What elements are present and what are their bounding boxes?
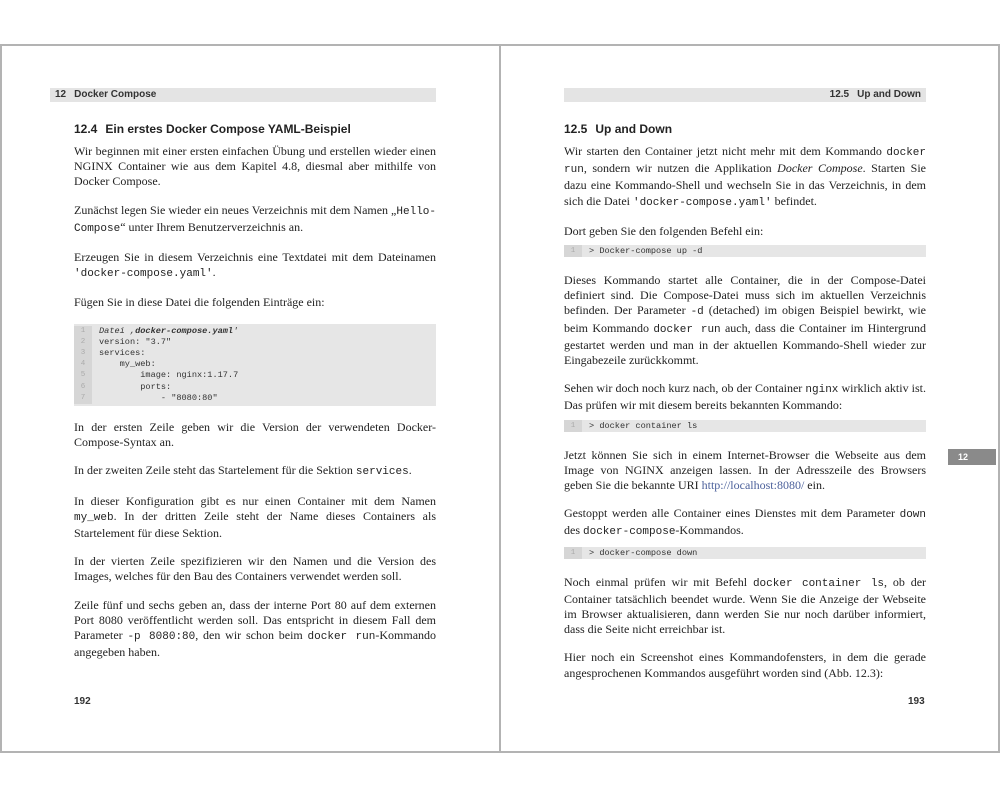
line-number: 1: [564, 420, 582, 432]
url-link[interactable]: http://localhost:8080/: [701, 478, 805, 493]
paragraph: Fügen Sie in diese Datei die folgenden Einträge ein:: [74, 295, 325, 310]
inline-code: nginx: [805, 384, 839, 397]
text: Dieses Kommando startet alle Container, die in der Compose-Datei definiert sind. Die Compose-Datei muss sich im aktuellen Verzeichnis befinden. Der Parameter: [564, 273, 926, 318]
text: .: [212, 265, 216, 280]
section-number: 12.4: [74, 122, 98, 136]
paragraph: In der ersten Zeile geben wir die Version der verwendeten Docker-Compose-Syntax an.: [74, 419, 436, 450]
code-line: [74, 359, 436, 370]
code-text: image: nginx:1.17.7: [99, 370, 239, 381]
inline-code: docker run: [653, 323, 721, 336]
paragraph: [564, 575, 926, 638]
code-line: [74, 393, 436, 404]
text: des: [564, 523, 583, 538]
paragraph: Wir beginnen mit einer ersten einfachen Übung und erstellen wieder einen NGINX Container wie aus dem Kapitel 4.8, diesmal aber mithilfe von Docker Compose.: [74, 144, 436, 189]
paragraph: [564, 448, 926, 494]
page-number-right: 193: [908, 696, 925, 707]
text: wirklich aktiv ist. Das prüfen wir mit diesem bereits bekannten Kommando:: [564, 381, 926, 413]
text: In der zweiten Zeile steht das Startelement für die Sektion: [74, 463, 356, 478]
chapter-number: 12: [55, 89, 67, 100]
paragraph: Dort geben Sie den folgenden Befehl ein:: [564, 223, 764, 238]
text: . In der dritten Zeile steht der Name dieses Containers als Startelement für diese Sektion.: [74, 508, 436, 540]
text: Zunächst legen Sie wieder ein neues Verzeichnis mit dem Namen „: [74, 202, 397, 217]
paragraph: Hier noch ein Screenshot eines Kommandofensters, in dem die gerade angesprochenen Kommandos ausgeführt worden sind (Abb. 12.3):: [564, 650, 926, 680]
line-number: 7: [74, 393, 92, 404]
code-fragment: Datei ,: [99, 325, 136, 336]
text: Gestoppt werden alle Container eines Dienstes mit dem Parameter: [564, 506, 900, 521]
paragraph: [564, 506, 926, 540]
code-line: [74, 337, 436, 348]
inline-code: Hello-Compose: [74, 205, 436, 235]
command-listing: [564, 245, 926, 257]
code-text: > docker container ls: [589, 420, 698, 431]
line-number: 6: [74, 382, 92, 393]
code-line: [74, 348, 436, 359]
code-text: [92, 326, 238, 337]
line-number: 1: [564, 547, 582, 559]
command-listing: [564, 420, 926, 432]
paragraph: [74, 250, 436, 282]
text: . Starten Sie dazu eine Kommando-Shell und wechseln Sie in das Verzeichnis, in dem sich die Datei: [564, 161, 926, 208]
section-title: Up and Down: [595, 122, 673, 136]
text: Erzeugen Sie in diesem Verzeichnis eine Textdatei mit dem Dateinamen: [74, 250, 436, 265]
text: Noch einmal prüfen wir mit Befehl: [564, 574, 753, 589]
paragraph: [564, 144, 926, 211]
left-edge: [0, 44, 2, 753]
text: Zeile fünf und sechs geben an, dass der interne Port 80 auf dem externen Port 8080 veröffentlicht werden soll. Das entspricht in diesem Fall dem Parameter: [74, 597, 436, 642]
inline-code: my_web: [74, 511, 114, 524]
line-number: 2: [74, 337, 92, 348]
paragraph: [74, 463, 436, 480]
text: -Kommandos.: [675, 523, 744, 538]
paragraph: [74, 203, 436, 237]
paragraph: [74, 598, 436, 661]
text: -Kommando angegeben haben.: [74, 627, 437, 660]
section-heading-12-5: [564, 122, 926, 136]
text: (detached) im obigen Beispiel bewirkt, wie beim Kommando: [564, 303, 926, 335]
text: , sondern wir nutzen die Applikation: [583, 161, 778, 176]
section-title: Up and Down: [857, 89, 921, 100]
code-line: [74, 370, 436, 381]
inline-code: 'docker-compose.yaml': [74, 268, 213, 281]
inline-code: -p 8080:80: [127, 630, 196, 643]
left-page: [74, 88, 436, 673]
paragraph: In der vierten Zeile spezifizieren wir den Namen und die Version des Images, welches für den Bau des Containers verwendet werden soll.: [74, 554, 436, 584]
emphasis: Docker Compose: [777, 161, 863, 176]
text: Wir starten den Container jetzt nicht mehr mit dem Kommando: [564, 144, 887, 158]
text: In dieser Konfiguration gibt es nur einen Container mit dem Namen: [74, 493, 436, 508]
text: “ unter Ihrem Benutzerverzeichnis an.: [120, 219, 304, 234]
section-number: 12.5: [564, 122, 588, 136]
paragraph: [564, 273, 926, 368]
command-listing: [564, 547, 926, 559]
text: Sehen wir doch noch kurz nach, ob der Container: [564, 381, 806, 396]
code-text: ports:: [99, 381, 172, 392]
inline-code: docker run: [564, 147, 926, 177]
chapter-thumb-tab: 12: [948, 449, 996, 465]
inline-code: -d: [690, 306, 704, 319]
line-number: 5: [74, 370, 92, 381]
section-title: Ein erstes Docker Compose YAML-Beispiel: [105, 122, 351, 136]
text: , den wir schon beim: [195, 627, 308, 642]
code-text: > docker-compose down: [589, 547, 698, 558]
code-line: [74, 326, 436, 337]
section-heading-12-4: [74, 122, 436, 136]
line-number: 1: [74, 326, 92, 337]
code-text: > Docker-compose up -d: [589, 246, 703, 257]
text: auch, dass die Container im Hintergrund gestartet werden und man in der aktuellen Kommando-Shell wieder zur Eingabezeile zurückkommt.: [564, 320, 927, 368]
code-text: - "8080:80": [99, 392, 218, 403]
right-page: [564, 88, 926, 694]
code-fragment-bold: docker-compose.yaml: [135, 325, 234, 336]
inline-code: docker-compose: [583, 526, 676, 539]
page-number-left: 192: [74, 696, 91, 707]
code-fragment: ': [233, 325, 239, 336]
code-text: version: "3.7": [99, 336, 172, 347]
text: .: [408, 463, 412, 478]
line-number: 4: [74, 359, 92, 370]
code-listing: [74, 324, 436, 406]
chapter-title: Docker Compose: [74, 89, 157, 100]
text: , ob der Container tatsächlich beendet wurde. Wenn Sie die Anzeige der Webseite im Browser aktualisieren, dann werden Sie nur noch darüber informiert, dass die Seite nicht erreichbar ist.: [564, 574, 927, 637]
code-text: my_web:: [99, 359, 156, 370]
paragraph: [564, 381, 926, 413]
code-line: [74, 382, 436, 393]
inline-code: services: [355, 466, 409, 479]
inline-code: docker run: [307, 630, 376, 643]
section-number: 12.5: [829, 89, 850, 100]
text: befindet.: [771, 193, 817, 208]
text: Jetzt können Sie sich in einem Internet-Browser die Webseite aus dem Image von NGINX anzeigen lassen. In der Adresszeile des Browsers geben Sie die bekannte URI: [564, 447, 926, 493]
code-text: services:: [99, 348, 146, 358]
inline-code: down: [899, 509, 926, 522]
line-number: 3: [74, 348, 92, 359]
paragraph: [74, 494, 436, 542]
line-number: 1: [564, 245, 582, 257]
text: ein.: [804, 478, 825, 493]
book-gutter: [499, 44, 501, 753]
inline-code: docker container ls: [752, 577, 885, 590]
inline-code: 'docker-compose.yaml': [632, 196, 772, 209]
